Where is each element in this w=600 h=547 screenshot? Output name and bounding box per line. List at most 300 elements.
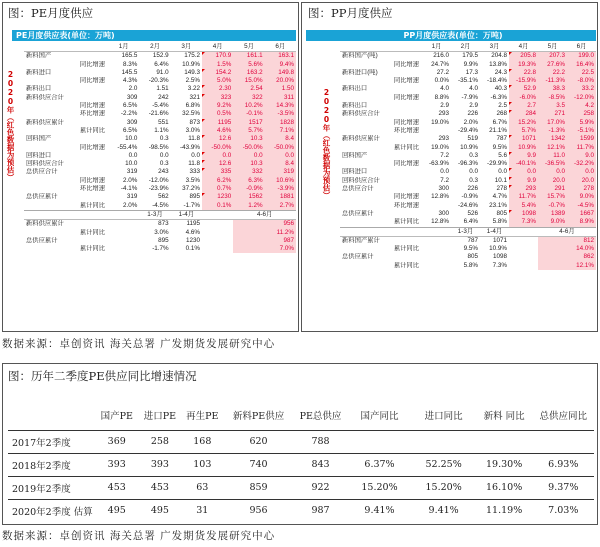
value-cell: 0.3 [159,135,169,143]
row-label [340,94,388,102]
q2-value-cell: 16.10% [476,476,533,499]
blank-cell [202,229,233,237]
pp-monthly-table [340,43,596,270]
row-sublabel [388,85,422,93]
row-sublabel [388,236,422,245]
header-blank [388,43,422,52]
value-cell: 14.3% [265,102,296,110]
row-sublabel: 同比增速 [79,176,105,184]
row-sublabel: 同比增速 [79,77,105,85]
value-cell: 0.0 [233,152,264,160]
value-cell: 17.0% [538,119,567,127]
q2-row [8,453,594,476]
summary-value: 12.1% [538,262,596,270]
value-cell: -24.6% [458,201,478,209]
row-sublabel [388,177,422,185]
q2-value-cell: 6.93% [533,453,594,476]
header-blank [24,210,72,219]
value-cell: 37.2% [182,185,200,193]
value-cell: -18.4% [487,77,507,85]
q2-column-header: 再生PE [186,410,219,422]
value-cell: 12.8% [431,193,449,201]
q2-row [8,499,594,522]
month-header: 1月 [422,43,451,52]
row-sublabel [388,253,422,261]
value-cell: 11.8 [188,135,200,143]
summary-row [340,245,596,253]
value-cell: 4.0 [469,85,478,93]
value-cell: 2.0% [122,201,138,209]
row-label: 新料进口(吨) [342,68,378,76]
table-row [340,210,596,218]
summary-header: 1-3月 [139,210,170,219]
row-label: 总供应累计 [342,253,374,261]
blank-cell [108,220,139,229]
value-cell: -3.5% [265,110,296,118]
value-cell: -5.1% [567,127,596,135]
value-cell: 1342 [538,135,567,143]
value-cell: 895 [189,193,200,201]
value-cell: 152.9 [152,52,169,60]
q2-value-cell: 453 [139,476,181,499]
value-cell: 3.5 [538,102,567,110]
q2-value-cell: 495 [95,499,139,522]
value-cell: -0.1% [233,110,264,118]
row-sublabel: 同比增速 [393,60,419,68]
row-sublabel: 累计同比 [393,218,419,226]
value-cell: -4.5% [152,201,169,209]
row-label [340,218,388,227]
value-cell: -5.4% [152,102,169,110]
value-cell: 0.0 [191,151,200,159]
value-cell: 12.6 [202,160,233,168]
value-cell: 165.5 [121,52,138,60]
blank-cell [202,220,233,229]
summary-value: 3.0% [154,228,169,236]
month-header: 5月 [538,43,567,52]
table-row [340,85,596,93]
q2-column-header: 国产PE [100,410,133,422]
value-cell: -50.0% [233,144,264,152]
value-cell: 163.2 [233,69,264,77]
value-cell: 300 [438,209,449,217]
value-cell: -35.1% [458,77,478,85]
blank-cell [108,229,139,237]
value-cell: 52.9 [509,85,538,93]
value-cell: 16.4% [567,61,596,69]
value-cell: 20.0 [538,177,567,185]
value-cell: 10.9% [509,144,538,152]
value-cell: 271 [538,110,567,118]
row-label [24,185,72,193]
value-cell: 149.8 [265,69,296,77]
table-row [340,202,596,210]
row-label [340,193,388,201]
row-label [24,110,72,118]
value-cell: 9.4% [265,61,296,69]
table-row [340,119,596,127]
q2-value-cell: 31 [181,499,223,522]
table-row [340,61,596,69]
value-cell: -8.5% [538,94,567,102]
q2-value-cell: 52.25% [412,453,476,476]
row-sublabel [388,69,422,77]
value-cell: 6.2% [202,177,233,185]
summary-value: 895 [158,236,169,244]
row-label: 新料国产累计 [342,236,380,244]
value-cell: 6.4% [154,60,169,68]
value-cell: 3.5% [185,176,200,184]
q2-value-cell [412,430,476,453]
pe-monthly-table [24,43,296,253]
value-cell: 1562 [233,193,264,201]
row-sublabel [388,168,422,176]
value-cell: 15.2% [509,119,538,127]
q2-row-label: 2017年2季度 [8,430,95,453]
value-cell: 13.8% [489,60,507,68]
value-cell: 332 [233,168,264,176]
value-cell: 15.7% [538,193,567,201]
summary-header-row [24,210,296,219]
q2-value-cell: 453 [95,476,139,499]
value-cell: 27.6% [538,61,567,69]
blank-cell [202,245,233,253]
value-cell: 9.9 [509,177,538,185]
value-cell: 10.3 [233,135,264,143]
value-cell: 311 [265,94,296,102]
row-sublabel: 环比增速 [393,201,419,209]
row-label [24,177,72,185]
blank-cell [422,262,451,270]
header-blank [108,210,139,219]
row-sublabel: 累计同比 [393,245,419,253]
value-cell: 149.3 [184,68,200,76]
row-sublabel [388,185,422,193]
row-label [24,144,72,152]
row-label [24,61,72,69]
value-cell: 38.3 [538,85,567,93]
table-row [340,102,596,110]
row-sublabel [388,110,422,118]
value-cell: -20.3% [148,77,169,85]
value-cell: 6.5% [122,102,138,110]
value-cell: 8.4 [265,160,296,168]
value-cell: -36.5% [538,160,567,168]
blank-cell [422,253,451,261]
value-cell: 0.7% [202,185,233,193]
value-cell: 6.7% [492,118,507,126]
q2-value-cell: 258 [139,430,181,453]
q2-value-cell: 788 [294,430,348,453]
row-label: 新料国产(吨) [342,52,378,60]
row-sublabel [388,210,422,218]
pe-side-note: 2020年（红色数据为预估） [6,70,15,181]
row-sublabel: 累计同比 [79,201,105,209]
summary-value: 1098 [492,253,507,261]
pp-side-note: 2020年（红色数据为预估） [322,88,331,199]
row-sublabel [72,193,108,201]
value-cell: 8.4 [265,135,296,143]
value-cell: 9.0 [567,152,596,160]
row-label [24,229,72,237]
value-cell: 11.8 [188,160,200,168]
value-cell: 519 [467,135,478,143]
value-cell: 7.2 [440,176,449,184]
source-note-bottom: 数据来源：卓创资讯 海关总署 广发期货发展研究中心 [2,530,276,542]
blank-cell [202,237,233,245]
value-cell: 278 [567,185,596,193]
value-cell: 33.2 [567,85,596,93]
value-cell: 9.0% [567,193,596,201]
q2-column-header: 国产同比 [360,410,399,422]
q2-value-cell: 843 [294,453,348,476]
row-label [340,127,388,135]
value-cell: 7.1% [265,127,296,135]
summary-value: 7.0% [233,245,296,253]
value-cell: 0.0 [567,168,596,176]
month-header: 3月 [480,43,509,52]
value-cell: 175.2 [184,52,200,60]
value-cell: 0.5% [202,110,233,118]
q2-value-cell: 495 [139,499,181,522]
value-cell: 258 [567,110,596,118]
value-cell: 23.1% [489,201,507,209]
summary-value: 987 [233,237,296,245]
value-cell: 205.8 [509,52,538,61]
value-cell: 787 [496,135,507,143]
value-cell: 0.0 [265,152,296,160]
summary-value: 956 [233,220,296,229]
summary-value: 0.1% [185,245,200,253]
row-sublabel: 同比增速 [393,160,419,168]
q2-value-cell: 15.20% [412,476,476,499]
pp-table-title: PP月度供应表(单位：万吨) [306,30,596,41]
value-cell [422,202,451,210]
value-cell: 1517 [233,119,264,127]
q2-value-cell: 393 [139,453,181,476]
value-cell: 8.8% [434,93,449,101]
q2-value-cell: 6.37% [347,453,411,476]
summary-row [340,253,596,261]
value-cell: 216.0 [433,52,449,60]
value-cell: 91.0 [156,68,169,76]
row-label [340,160,388,168]
value-cell: 10.6% [265,177,296,185]
header-blank [509,227,538,236]
value-cell: 291 [538,185,567,193]
value-cell: 6.3% [233,177,264,185]
value-cell: 4.3% [122,77,138,85]
q2-value-cell: 9.41% [347,499,411,522]
month-header: 4月 [202,43,233,52]
value-cell: 2.7% [265,202,296,211]
value-cell: 2.9 [440,102,449,110]
row-sublabel [388,135,422,143]
blank-cell [509,245,538,253]
table-row [24,202,296,211]
month-header: 5月 [233,43,264,52]
table-row [340,185,596,193]
value-cell: 268 [496,110,507,118]
value-cell: -1.3% [538,127,567,135]
value-cell: -15.9% [509,77,538,85]
pp-figure-title: 图：PP月度供应 [308,6,393,20]
q2-figure-title: 图：历年二季度PE供应同比增速情况 [8,369,197,383]
q2-column-header: 总供应同比 [539,410,588,422]
value-cell: 319 [126,193,138,201]
row-label: 新料供应合计 [342,110,380,118]
value-cell: 1.1% [154,126,169,134]
q2-row [8,476,594,499]
value-cell: 10.0 [125,135,138,143]
value-cell: 0.1% [202,202,233,211]
table-row [24,152,296,160]
value-cell: 5.7% [233,127,264,135]
q2-row [8,430,594,453]
row-label [24,77,72,85]
header-blank [388,227,422,236]
row-label: 回料供应合计 [26,160,64,168]
value-cell: 9.9% [463,60,478,68]
table-row [340,52,596,61]
value-cell: 7.3% [509,218,538,227]
table-row [24,168,296,176]
row-label: 回料供应合计 [342,176,380,184]
q2-row-label: 2018年2季度 [8,453,95,476]
summary-value: 787 [467,236,478,244]
row-sublabel [72,119,108,127]
value-cell: 0.3 [159,160,169,168]
value-cell: 199.0 [567,52,596,61]
table-row [24,119,296,127]
row-sublabel [72,237,108,245]
value-cell: 226 [467,110,478,118]
row-label [24,245,72,253]
table-row [340,168,596,176]
value-cell: -98.5% [148,143,169,151]
header-blank [202,210,233,219]
row-sublabel [72,52,108,61]
row-sublabel [388,102,422,110]
value-cell: 0.0 [202,152,233,160]
row-label [340,202,388,210]
blank-cell [509,262,538,270]
blank-cell [509,236,538,245]
row-label [24,102,72,110]
value-cell: -4.1% [120,185,138,193]
q2-column-header: 新料PE供应 [232,410,285,422]
month-header: 2月 [451,43,480,52]
value-cell: 4.2 [567,102,596,110]
row-label [340,77,388,85]
row-label [340,245,388,253]
table-row [24,61,296,69]
value-cell: 300 [438,185,449,193]
header-blank [24,43,72,52]
value-cell: 4.6% [202,127,233,135]
value-cell: 1195 [202,119,233,127]
value-cell: -12.0% [567,94,596,102]
value-cell: 1881 [265,193,296,201]
summary-value: 11.2% [233,229,296,237]
value-cell: 2.7 [509,102,538,110]
value-cell: 551 [158,118,169,126]
value-cell: 1098 [509,210,538,218]
table-row [24,144,296,152]
row-label: 回料国产 [26,135,52,143]
value-cell: -8.0% [567,77,596,85]
value-cell: -55.4% [117,143,138,151]
row-label: 新料出口 [26,85,52,93]
table-header-row [24,43,296,52]
summary-value: 9.5% [463,245,478,253]
row-label: 新料进口 [26,68,52,76]
row-label: 总供应合计 [342,185,374,193]
value-cell: 10.2% [233,102,264,110]
row-sublabel: 累计同比 [393,261,419,269]
q2-value-cell: 9.37% [533,476,594,499]
value-cell: 4.0 [440,85,449,93]
value-cell: 2.54 [233,85,264,93]
summary-row [24,245,296,253]
summary-header: 1-3月 [451,227,480,236]
blank-cell [422,236,451,245]
value-cell: 5.6 [498,151,507,159]
row-label [24,127,72,135]
row-sublabel: 累计同比 [79,228,105,236]
value-cell: -50.0% [265,144,296,152]
row-sublabel [72,135,108,143]
value-cell: 1667 [567,210,596,218]
value-cell: 12.8% [431,218,449,226]
row-sublabel: 环比增速 [79,185,105,193]
value-cell: 1.2% [233,202,264,211]
value-cell: 333 [189,168,200,176]
row-sublabel: 同比增速 [393,77,419,85]
value-cell: 207.3 [538,52,567,61]
header-blank [72,43,108,52]
value-cell: 5.8% [492,218,507,226]
value-cell: -21.6% [148,110,169,118]
table-row [24,94,296,102]
value-cell: 10.0 [125,160,138,168]
value-cell: 1828 [265,119,296,127]
value-cell: 319 [265,168,296,176]
value-cell: -50.0% [202,144,233,152]
q2-value-cell: 393 [95,453,139,476]
table-row [24,185,296,193]
value-cell: 0.0 [159,151,169,159]
value-cell: 322 [233,94,264,102]
q2-column-header: 进口PE [143,410,177,422]
value-cell: 293 [438,110,449,118]
row-label: 新料出口 [342,85,368,93]
value-cell: 0.3 [469,176,478,184]
pe-table-title: PE月度供应表(单位：万吨) [12,30,296,41]
blank-cell [108,237,139,245]
q2-row-label: 2020年2季度 估算 [8,499,95,522]
row-sublabel: 环比增速 [79,110,105,118]
value-cell: 5.4% [509,202,538,210]
q2-value-cell: 63 [181,476,223,499]
table-row [24,127,296,135]
value-cell: 20.0 [567,177,596,185]
value-cell: 323 [202,94,233,102]
row-sublabel: 同比增速 [79,60,105,68]
value-cell: 2.0 [128,85,138,93]
value-cell: -2.2% [120,110,138,118]
row-label: 新料出口 [342,102,368,110]
